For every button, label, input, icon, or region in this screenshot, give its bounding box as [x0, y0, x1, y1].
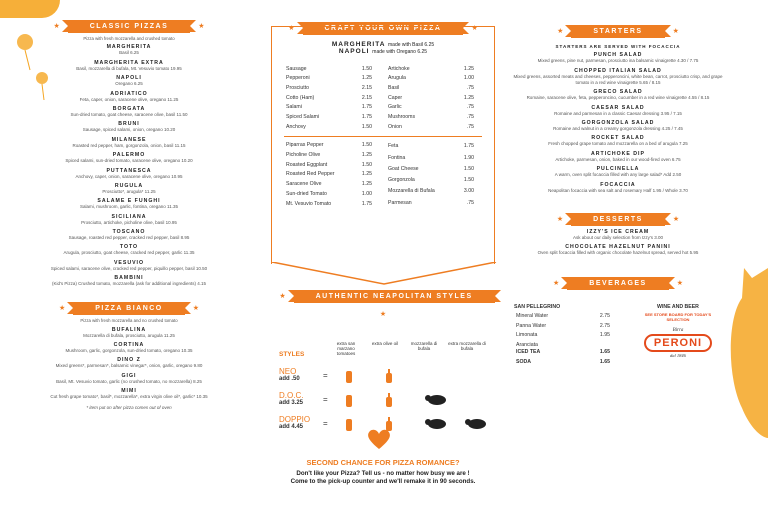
topping-row	[388, 84, 480, 92]
classic-pizza-desc: Prosciutto, artichoke, picholine olive, basil 10.95	[81, 219, 177, 225]
topping-name: Gorgonzola	[388, 177, 415, 184]
style-name: D.O.C.	[279, 391, 304, 400]
starter-name: ARTICHOKE DIP	[591, 150, 645, 157]
topping-price: 1.50	[463, 165, 474, 172]
star-icon: ★	[198, 23, 205, 30]
star-icon: ★	[672, 215, 680, 223]
tomato-can-icon	[345, 393, 353, 407]
beverage-price: 1.65	[599, 348, 610, 355]
style-price: add 4.45	[279, 424, 304, 430]
peroni-since: dal 1846	[670, 353, 686, 359]
beverages-banner: BEVERAGES	[567, 277, 668, 290]
beverage-price: 2.75	[599, 312, 610, 319]
star-icon: ★	[379, 311, 387, 318]
classic-pizza-desc: Feta, caper, onion, saracene olive, oregano 11.25	[79, 96, 179, 102]
classic-pizza-desc: (Kid's Pizza) Crushed tomato, mozzarella (ask for additional ingredients) 4.15	[52, 281, 206, 287]
beverage-price: 1.95	[599, 332, 610, 339]
classic-pizza-name: PUTTANESCA	[106, 167, 152, 174]
topping-name: Prosciutto	[286, 84, 310, 91]
buffalo-icon	[425, 418, 447, 430]
topping-price: 1.50	[361, 65, 372, 72]
wine-beer-note: SEE STORE BOARD FOR TODAY'S SELECTION	[644, 312, 712, 323]
topping-name: Goat Cheese	[388, 165, 419, 172]
topping-price: 1.25	[361, 75, 372, 82]
styles-banner: AUTHENTIC NEAPOLITAN STYLES	[294, 290, 495, 303]
bianco-pizza-desc: Mushroom, garlic, gorgonzola, sun-dried tomato, oregano 10.35	[65, 348, 193, 354]
topping-price: 1.50	[361, 123, 372, 130]
bianco-pizza-desc: Cut fresh grape tomato*, basil*, mozzarella*, extra virgin olive oil*, garlic* 10.35	[50, 394, 208, 400]
classic-pizza-desc: Spiced salami, sun-dried tomato, saracene olive, oregano 10.20	[65, 158, 193, 164]
classic-pizza-item	[0, 214, 258, 226]
topping-name: Spiced Salami	[286, 114, 320, 121]
classic-subtitle: Pizza with fresh mozzarella and crushed tomato	[83, 36, 175, 41]
topping-name: Artichoke	[388, 65, 410, 72]
topping-name: Caper	[388, 94, 403, 101]
base-napoli-desc: made with Oregano 6.25	[372, 49, 428, 55]
starter-name: PULCINELLA	[596, 166, 640, 173]
topping-row	[286, 181, 378, 189]
topping-row	[286, 94, 378, 102]
starter-desc: Artichoke, parmesan, onion, baked in our wood-fired oven 6.75	[555, 156, 681, 162]
romance-section	[260, 458, 506, 485]
base-margherita: MARGHERITA	[331, 41, 386, 48]
starters-banner: STARTERS	[571, 25, 664, 38]
topping-row	[286, 190, 378, 198]
tomato-can-icon	[345, 369, 353, 383]
bianco-note: * item put on after pizza comes out of oven	[86, 405, 172, 411]
star-icon: ★	[471, 25, 478, 32]
topping-price: 1.75	[361, 104, 372, 111]
starter-name: CAESAR SALAD	[591, 104, 645, 111]
classic-pizza-name: RUGULA	[114, 182, 144, 189]
beverage-price: 2.75	[599, 322, 610, 329]
starter-name: PUNCH SALAD	[593, 52, 643, 59]
craft-box	[271, 26, 495, 264]
olive-oil-icon	[385, 393, 393, 407]
beverage-row	[516, 332, 616, 340]
classic-pizza-name: VESUVIO	[113, 259, 145, 266]
bianco-pizza-item	[0, 388, 258, 400]
bianco-pizza-desc: Basil, Mt. Vesuvio tomato, garlic (no crushed tomato, no mozzarella) 8.25	[56, 378, 202, 384]
topping-row	[388, 142, 480, 151]
bianco-pizza-item	[0, 357, 258, 369]
topping-price: 2.15	[361, 94, 372, 101]
topping-name: Salami	[286, 104, 302, 111]
bianco-pizza-name: BUFALINA	[111, 326, 147, 333]
topping-name: Mushrooms	[388, 114, 416, 121]
starter-desc: Neapolitan focaccia with sea salt and rosemary Half 1.95 / Whole 3.70	[548, 187, 688, 193]
bianco-pizza-name: GIGI	[121, 372, 137, 379]
dessert-desc: Oven split focaccia filled with organic chocolate hazelnut spread, served hot 5.95	[537, 250, 699, 256]
cat-icon	[722, 268, 768, 448]
tomato-can-icon	[345, 417, 353, 431]
starter-item	[508, 151, 728, 163]
classic-pizza-desc: Sausage, spiced salami, onion, oregano 10.20	[82, 127, 176, 133]
topping-row	[286, 171, 378, 179]
starter-item	[508, 89, 728, 101]
topping-price: 1.75	[361, 114, 372, 121]
base-napoli: NAPOLI	[338, 48, 370, 55]
topping-price: 1.25	[361, 171, 372, 178]
classic-pizza-desc: Basil, mozzarella di bufala, Mt. Vesuvio tomato 19.95	[76, 65, 182, 71]
topping-price: 1.25	[361, 181, 372, 188]
topping-row	[286, 123, 378, 131]
classic-pizza-desc: Arugula, prosciutto, goat cheese, cracked red pepper, garlic 11.35	[63, 250, 195, 256]
bianco-pizza-item	[0, 342, 258, 354]
star-icon: ★	[557, 28, 564, 35]
star-icon: ★	[672, 28, 679, 35]
starter-item	[508, 120, 728, 132]
classic-pizzas-banner: CLASSIC PIZZAS	[68, 20, 191, 33]
romance-line2: Come to the pick-up counter and we'll remake it in 90 seconds.	[290, 478, 476, 485]
dessert-item	[508, 229, 728, 241]
classic-pizza-desc: Roasted red pepper, ham, gorgonzola, onion, basil 11.15	[72, 142, 186, 148]
classic-pizza-desc: Anchovy, caper, onion, saracene olive, oregano 10.95	[75, 173, 183, 179]
classic-pizza-item	[0, 168, 258, 180]
topping-row	[388, 153, 480, 162]
dessert-name: IZZY'S ICE CREAM	[586, 228, 650, 235]
topping-row	[286, 142, 378, 150]
starter-name: CHOPPED ITALIAN SALAD	[574, 67, 662, 74]
topping-row	[388, 94, 480, 102]
classic-pizza-name: BAMBINI	[114, 275, 144, 282]
star-icon: ★	[192, 305, 200, 313]
craft-banner: CRAFT YOUR OWN PIZZA	[303, 22, 464, 35]
topping-price: .75	[466, 84, 474, 91]
topping-name: Sun-dried Tomato	[286, 190, 327, 197]
topping-row	[286, 84, 378, 92]
topping-price: 1.25	[463, 65, 474, 72]
classic-pizza-item	[0, 183, 258, 195]
beverage-name: Mineral Water	[516, 312, 549, 319]
topping-name: Basil	[388, 84, 400, 91]
topping-price: 1.00	[463, 75, 474, 82]
box-bottom	[271, 262, 497, 286]
beverage-row	[516, 312, 616, 320]
topping-row	[286, 161, 378, 169]
dessert-desc: Ask about our daily selection from Izzy's 3.00	[573, 234, 663, 240]
dessert-item	[508, 244, 728, 256]
topping-row	[286, 104, 378, 112]
classic-pizza-desc: Salami, mushroom, garlic, fontina, oregano 11.35	[80, 204, 178, 210]
topping-name: Pepperoni	[286, 75, 310, 82]
topping-row	[388, 187, 480, 196]
topping-name: Roasted Red Pepper	[286, 171, 335, 178]
topping-price: .75	[466, 114, 474, 121]
classic-pizza-item	[0, 152, 258, 164]
topping-price: 3.00	[463, 188, 474, 195]
beverage-row	[516, 348, 616, 356]
topping-row	[286, 152, 378, 160]
starter-item	[508, 105, 728, 117]
starter-desc: Romaine, saracene olive, feta, pepperoncino, cucumber in a red wine vinaigrette 4.55 / 8.15	[526, 95, 710, 101]
equals-sign: =	[323, 419, 328, 428]
starters-section	[508, 0, 728, 380]
topping-name: Saracene Olive	[286, 181, 322, 188]
topping-row	[388, 123, 480, 131]
beverage-name: ICED TEA	[516, 348, 541, 355]
topping-row	[286, 200, 378, 208]
topping-name: Onion	[388, 123, 402, 130]
style-row	[279, 367, 489, 387]
dessert-name: CHOCOLATE HAZELNUT PANINI	[565, 244, 671, 251]
topping-name: Mt. Vesuvio Tomato	[286, 200, 332, 207]
topping-price: 1.25	[361, 152, 372, 159]
classic-pizza-item	[0, 275, 258, 287]
bianco-pizza-desc: Mozzarella di bufala, prosciutto, arugula 11.25	[83, 332, 175, 338]
classic-pizza-name: PALERMO	[112, 152, 146, 159]
peroni-logo: PERONI	[644, 334, 712, 352]
starters-subtitle: STARTERS ARE SERVED WITH FOCACCIA	[555, 44, 681, 49]
style-price: add 3.25	[279, 400, 304, 406]
olive-oil-icon	[385, 369, 393, 383]
base-margherita-desc: made with Basil 6.25	[388, 42, 435, 48]
topping-price: .75	[466, 123, 474, 130]
classic-pizza-item	[0, 198, 258, 210]
desserts-banner: DESSERTS	[571, 213, 665, 226]
starter-item	[508, 52, 728, 64]
starter-name: ROCKET SALAD	[591, 135, 645, 142]
topping-row	[388, 176, 480, 185]
classic-pizza-name: TOSCANO	[112, 229, 146, 236]
starter-name: FOCACCIA	[600, 181, 636, 188]
classic-pizza-item	[0, 229, 258, 241]
topping-price: 1.00	[361, 190, 372, 197]
classic-pizza-desc: Sun-dried tomato, goat cheese, saracene olive, basil 11.50	[70, 111, 188, 117]
style-name: NEO	[279, 367, 297, 376]
topping-name: Piparras Pepper	[286, 142, 324, 149]
classic-pizza-desc: Sausage, roasted red pepper, cracked red pepper, basil 8.95	[68, 235, 190, 241]
topping-row	[388, 75, 480, 83]
topping-row	[286, 75, 378, 83]
star-icon: ★	[58, 305, 66, 313]
topping-price: 1.50	[361, 142, 372, 149]
bianco-pizza-name: MIMI	[121, 388, 137, 395]
beverage-row	[516, 358, 616, 366]
bianco-pizza-desc: Mixed greens*, parmesan*, balsamic vinegar*, onion, garlic, oregano 9.80	[55, 363, 203, 369]
topping-row	[286, 65, 378, 73]
topping-price: 1.75	[463, 143, 474, 150]
starter-item	[508, 166, 728, 178]
topping-name: Feta	[388, 143, 399, 150]
hdr-bufala: mozzarella di bufala	[410, 341, 438, 351]
topping-name: Sausage	[286, 65, 307, 72]
beverage-name: Panna Water	[516, 322, 547, 329]
hdr-tomatoes: extra san marzano tomatoes	[336, 341, 356, 356]
topping-name: Anchovy	[286, 123, 306, 130]
san-pellegrino-heading: SAN PELLEGRINO	[514, 304, 561, 311]
classic-pizza-desc: Spiced salami, saracene olive, cracked red pepper, piquillo pepper, basil 10.50	[50, 265, 208, 271]
topping-row	[286, 113, 378, 121]
star-icon: ★	[676, 280, 684, 288]
bianco-pizza-name: CORTINA	[113, 342, 145, 349]
topping-price: 2.15	[361, 84, 372, 91]
beverage-name: SODA	[516, 358, 531, 365]
buffalo-icon	[425, 394, 447, 406]
classic-pizza-name: SICILIANA	[111, 213, 147, 220]
starter-name: GORGONZOLA SALAD	[581, 119, 655, 126]
classic-pizza-item	[0, 137, 258, 149]
star-icon: ★	[288, 25, 295, 32]
topping-row	[388, 164, 480, 173]
bianco-pizza-item	[0, 327, 258, 339]
beverage-row	[516, 322, 616, 330]
corner-decoration	[0, 0, 60, 18]
starter-name: GRECO SALAD	[593, 89, 643, 96]
classic-pizza-name: MARGHERITA EXTRA	[94, 59, 164, 66]
starter-desc: Fresh chopped grape tomato and mozzarella on a bed of arugula 7.25	[548, 141, 688, 147]
topping-name: Cotto (Ham)	[286, 94, 315, 101]
topping-price: .75	[466, 104, 474, 111]
starter-desc: Romaine and walnut in a creamy gorgonzola dressing 4.25 / 7.45	[553, 125, 683, 131]
buffalo-icon	[465, 418, 487, 430]
heart-icon	[366, 428, 392, 450]
topping-name: Arugula	[388, 75, 406, 82]
bianco-subtitle: Pizza with fresh mozzarella and no crushed tomato	[80, 318, 178, 324]
classic-pizza-name: BORGATA	[112, 105, 146, 112]
classic-pizza-item	[0, 244, 258, 256]
starter-item	[508, 68, 728, 86]
topping-name: Garlic	[388, 104, 402, 111]
classic-pizza-desc: Prosciutto*, arugula* 11.25	[102, 188, 156, 194]
topping-price: 1.75	[361, 200, 372, 207]
classic-pizza-name: MILANESE	[111, 136, 147, 143]
equals-sign: =	[323, 371, 328, 380]
star-icon: ★	[552, 280, 560, 288]
beverage-price: 1.65	[599, 358, 610, 365]
hdr-extra-bufala: extra mozzarella di bufala	[448, 341, 486, 351]
style-name: DOPPIO	[279, 415, 311, 424]
hdr-olive-oil: extra olive oil	[371, 341, 399, 346]
topping-price: 1.25	[463, 94, 474, 101]
topping-row	[388, 65, 480, 73]
classic-pizza-item	[0, 121, 258, 133]
star-icon: ★	[279, 293, 286, 300]
topping-price: .75	[466, 199, 474, 206]
topping-name: Fontina	[388, 154, 406, 161]
topping-price: 1.50	[463, 177, 474, 184]
beverage-name: Aranciata	[516, 341, 538, 348]
wine-beer-heading: WINE AND BEER	[657, 304, 699, 311]
equals-sign: =	[323, 395, 328, 404]
starter-desc: Romaine and parmesan in a classic Caesar dressing 3.95 / 7.15	[554, 110, 682, 116]
classic-pizza-name: ADRIATICO	[110, 90, 148, 97]
classic-pizza-name: SALAME E FUNGHI	[97, 198, 161, 205]
balloon-icon	[10, 30, 55, 110]
star-icon: ★	[556, 215, 564, 223]
pizza-bianco-banner: PIZZA BIANCO	[73, 302, 185, 315]
topping-row	[388, 104, 480, 112]
beverage-name: Limonata	[516, 332, 538, 339]
topping-name: Parmesan	[388, 199, 412, 206]
romance-line1: Don't like your Pizza? Tell us - no matter how busy we are !	[296, 470, 470, 477]
classic-pizza-name: NAPOLI	[116, 75, 142, 82]
styles-section	[271, 285, 495, 431]
starter-desc: Mixed greens, assorted meats and cheeses, pepperoncini, white bean, carrot, prosciutto crisp, and grape tomato in a red wine vinaigrette 5.65 / 8.15	[513, 73, 723, 85]
style-row	[279, 391, 489, 411]
topping-price: 1.90	[463, 154, 474, 161]
starter-desc: Mixed greens, pine nut, parmesan, prosciutto ina balsamic vinaigrette 4.30 / 7.75	[537, 58, 699, 64]
style-price: add .50	[279, 376, 300, 382]
classic-pizza-name: TOTO	[119, 244, 139, 251]
topping-name: Picholine Olive	[286, 152, 321, 159]
topping-name: Mozzarella di Bufala	[388, 188, 435, 195]
bianco-pizza-item	[0, 373, 258, 385]
starter-desc: A warm, oven split focaccia filled with any large salad* Add 2.50	[554, 172, 682, 178]
star-icon: ★	[53, 23, 60, 30]
birra-text: Birra	[672, 328, 684, 334]
topping-row	[388, 113, 480, 121]
classic-pizza-name: BRUNI	[118, 121, 140, 128]
classic-pizza-desc: Oregano 6.25	[115, 81, 143, 87]
classic-pizza-desc: Basil 6.25	[119, 50, 139, 56]
classic-pizza-item	[0, 260, 258, 272]
topping-row	[388, 198, 480, 207]
bianco-pizza-name: DINO Z	[117, 357, 141, 364]
starter-item	[508, 135, 728, 147]
topping-name: Roasted Eggplant	[286, 161, 328, 168]
styles-label: STYLES	[279, 351, 305, 358]
starter-item	[508, 182, 728, 194]
topping-price: 1.50	[361, 161, 372, 168]
classic-pizza-name: MARGHERITA	[106, 44, 152, 51]
romance-title: SECOND CHANCE FOR PIZZA ROMANCE?	[306, 458, 460, 467]
